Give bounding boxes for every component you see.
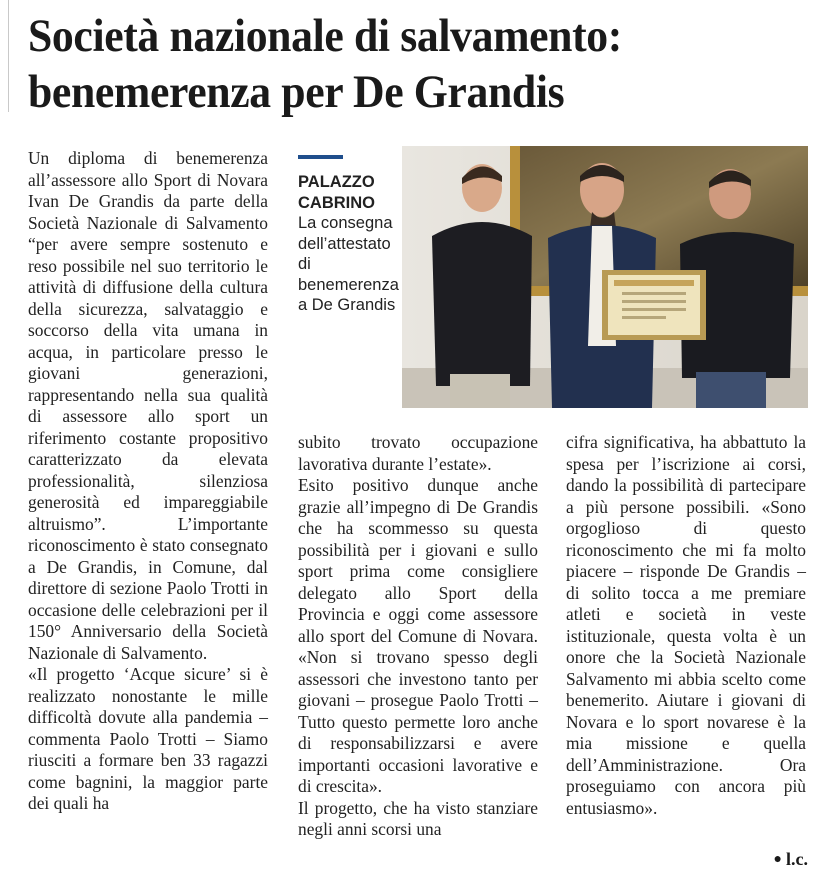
article-column-1 (28, 148, 268, 815)
paragraph: subito trovato occupazione lavorativa durante l’estate». (298, 432, 538, 474)
paragraph: cifra significativa, ha abbattuto la spesa per l’iscrizione ai corsi, dando la possibilità di partecipare a più persone possibili. «Sono orgoglioso di questo riconoscimento che mi fa molto piacere – risponde De Grandis – di solito tocca a me premiare atleti e società in veste istituzionale, questa volta è un onore che la Società Nazionale Salvamento mi abbia scelto come benemerito. Aiutare i giovani di Novara e lo sport novarese è la mia missione e quella dell’Amministrazione. Ora proseguiamo con ancora più entusiasmo». (566, 432, 806, 818)
author-initials: l.c. (786, 849, 808, 869)
caption-title: PALAZZO CABRINO (298, 173, 375, 212)
paragraph: Un diploma di benemerenza all’assessore allo Sport di Novara Ivan De Grandis da parte della Società Nazionale di Salvamento “per avere sempre sostenuto e reso possibile nel suo territorio le attività di diffusione della cultura della sicurezza, salvataggio e soccorso della vita umana in acqua, in particolare presso le giovani generazioni, rappresentando nella sua qualità di assessore allo sport un riferimento costante propositivo caratterizzato da elevata professionalità, silenziosa generosità ed impareggiabile altruismo”. L’importante riconoscimento è stato consegnato a De Grandis, in Comune, dal direttore di sezione Paolo Trotti in occasione delle celebrazioni per il 150° Anniversario della Società Nazionale di Salvamento. (28, 148, 268, 663)
headline-line-2: benemerenza per De Grandis (28, 66, 565, 118)
paragraph: Il progetto, che ha visto stanziare negli anni scorsi una (298, 797, 538, 839)
headline-line-1: Società nazionale di salvamento: (28, 10, 622, 62)
paragraph: Esito positivo dunque anche grazie all’impegno di De Grandis che ha scommesso su questa possibilità per i giovani e sullo sport prima come consigliere delegato allo Sport della Provincia e oggi come assessore allo sport del Comune di Novara. «Non si trovano spesso degli assessori che investono tanto per giovani – prosegue Paolo Trotti – Tutto questo permette loro anche di responsabilizzarsi e avere importanti occasioni lavorative e di crescita». (298, 475, 538, 796)
photo-caption (298, 172, 398, 316)
paragraph: «Il progetto ‘Acque sicure’ si è realizzato nonostante le mille difficoltà dovute alla pandemia – commenta Paolo Trotti – Siamo riusciti a formare ben 33 ragazzi come bagnini, la maggior parte dei quali ha (28, 664, 268, 813)
page-margin-rule (8, 0, 9, 112)
caption-accent-rule (298, 155, 343, 159)
bullet-icon: ● (773, 852, 782, 867)
award-photo (402, 146, 808, 408)
article-column-2 (298, 432, 538, 841)
headline (28, 8, 818, 120)
article-column-3 (566, 432, 806, 819)
caption-text: La consegna dell’attestato di benemerenza a De Grandis (298, 214, 399, 314)
author-signature (774, 849, 808, 870)
